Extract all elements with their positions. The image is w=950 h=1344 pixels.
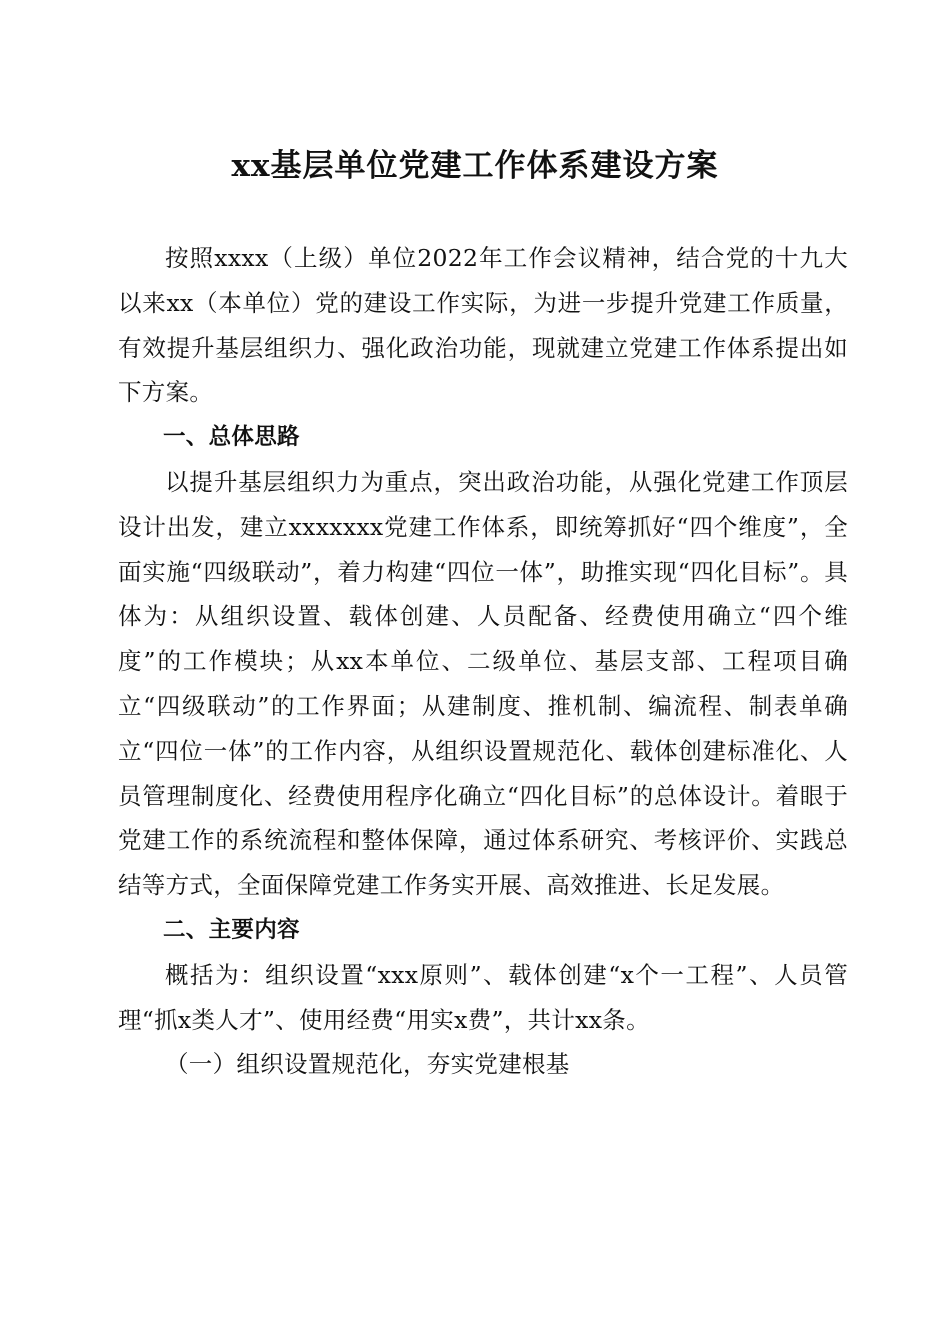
main-content-paragraph: 概括为：组织设置“xxx原则”、载体创建“x个一工程”、人员管理“抓x类人才”、使用经费“用实x费”，共计xx条。 — [118, 960, 848, 1034]
document-title: xx基层单位党建工作体系建设方案 — [231, 148, 719, 184]
overall-approach-paragraph: 以提升基层组织力为重点，突出政治功能，从强化党建工作顶层设计出发，建立xxxxxxx党建工作体系，即统筹抓好“四个维度”，全面实施“四级联动”，着力构建“四位一体”，助推实现“四化目标”。具体为：从组织设置、载体创建、人员配备、经费使用确立“四个维度”的工作模块；从xx本单位、二级单位、基层支部、工程项目确立“四级联动”的工作界面；从建制度、推机制、编流程、制表单确立“四位一体”的工作内容，从组织设置规范化、载体创建标准化、人员管理制度化、经费使用程序化确立“四化目标”的总体设计。着眼于党建工作的系统流程和整体保障，通过体系研究、考核评价、实践总结等方式，全面保障党建工作务实开展、高效推进、长足发展。 — [118, 467, 848, 900]
intro-paragraph: 按照xxxx（上级）单位2022年工作会议精神，结合党的十九大以来xx（本单位）党的建设工作实际，为进一步提升党建工作质量，有效提升基层组织力、强化政治功能，现就建立党建工作体系提出如下方案。 — [118, 244, 848, 407]
section-heading-main-content: 二、主要内容 — [163, 916, 300, 943]
document-body — [118, 236, 848, 1087]
subsection-heading-organization: （一）组织设置规范化，夯实党建根基 — [165, 1050, 570, 1079]
section-heading-overall-approach: 一、总体思路 — [163, 424, 300, 451]
